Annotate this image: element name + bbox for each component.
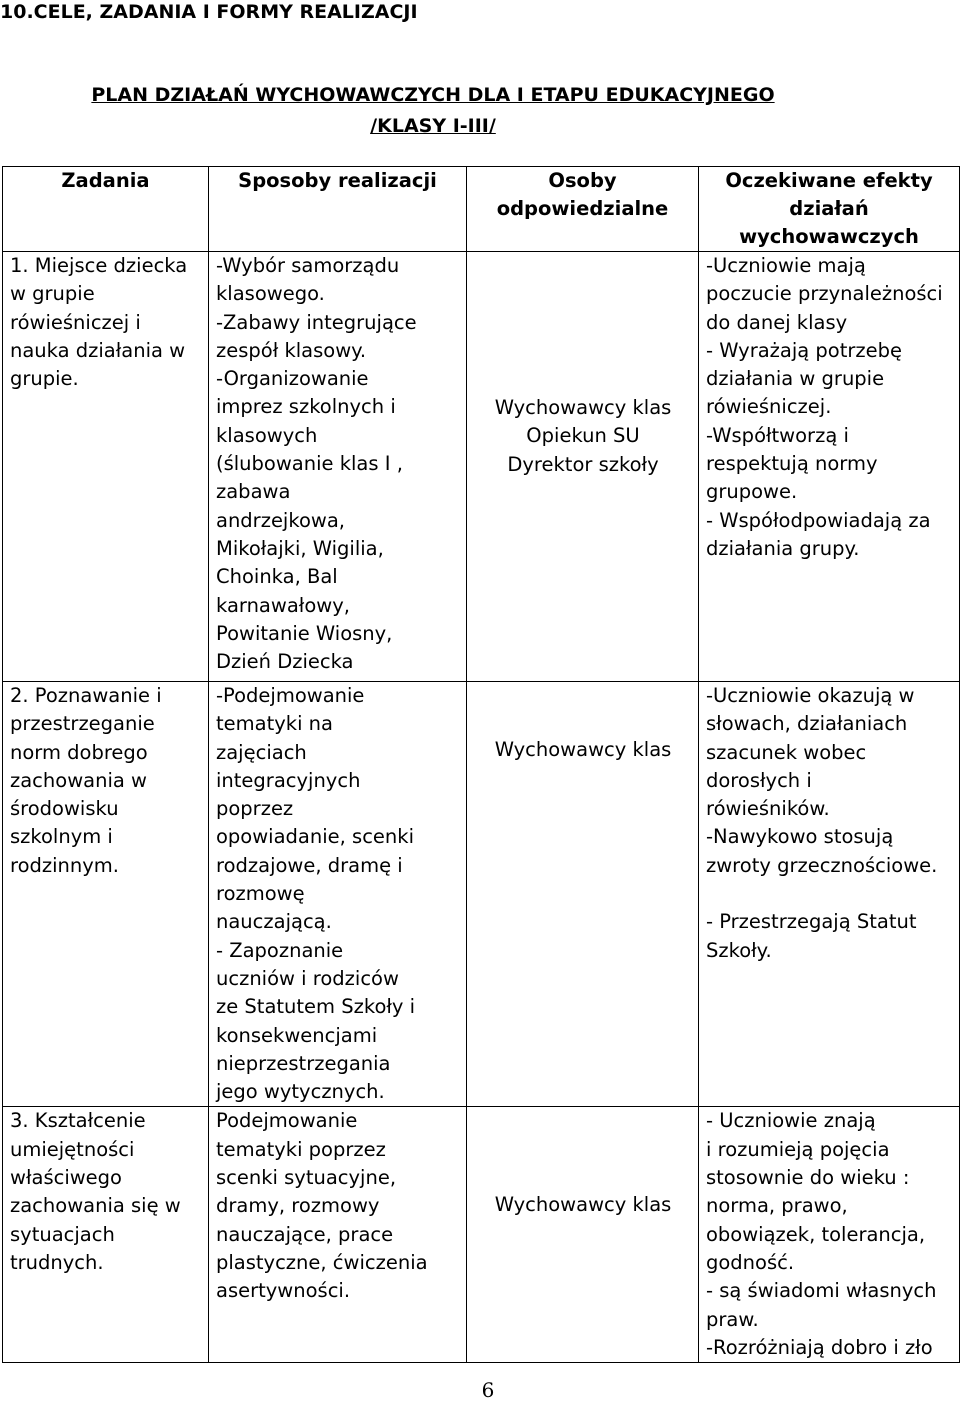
cell-line: karnawałowy, — [216, 593, 350, 617]
persons-cell — [467, 682, 699, 1107]
cell-line: godność. — [706, 1250, 795, 1274]
col-header-sposoby — [209, 167, 467, 252]
cell-line: tematyki na — [216, 712, 333, 736]
task-cell — [3, 1107, 209, 1363]
cell-line: uczniów i rodziców — [216, 966, 399, 990]
cell-line: respektują normy — [706, 452, 878, 476]
cell-line: - Wyrażają potrzebę — [706, 338, 903, 362]
cell-line: Wychowawcy klas — [494, 1193, 672, 1217]
cell-line: dramy, rozmowy — [216, 1194, 380, 1218]
cell-line: Dyrektor szkoły — [507, 452, 659, 476]
cell-line: -Podejmowanie — [216, 684, 365, 707]
task-cell — [3, 682, 209, 1107]
cell-line: nieprzestrzegania — [216, 1051, 391, 1075]
cell-line: konsekwencjami — [216, 1023, 378, 1047]
cell-line: umiejętności — [10, 1137, 135, 1161]
cell-line: działania grupy. — [706, 536, 860, 560]
cell-line: asertywności. — [216, 1279, 351, 1303]
cell-line: Szkoły. — [706, 938, 772, 962]
header-line: Osoby — [548, 169, 617, 192]
cell-line: -Współtworzą i — [706, 423, 849, 447]
plan-title-line: /KLASY I-III/ — [370, 115, 496, 137]
cell-line: scenki sytuacyjne, — [216, 1166, 397, 1190]
cell-line: rodzinnym. — [10, 853, 120, 877]
cell-line: - Przestrzegają Statut — [706, 910, 917, 934]
cell-line: - Współodpowiadają za — [706, 508, 931, 532]
cell-line: właściwego — [10, 1166, 122, 1190]
plan-table — [2, 166, 960, 1363]
cell-line: zachowania się w — [10, 1194, 181, 1218]
cell-line: zachowania w — [10, 768, 147, 792]
cell-line: nauka działania w — [10, 338, 186, 362]
cell-line: andrzejkowa, — [216, 508, 345, 532]
header-line: Oczekiwane efekty — [725, 169, 933, 192]
cell-line: imprez szkolnych i — [216, 395, 396, 419]
header-line: Zadania — [61, 169, 150, 192]
effects-cell — [699, 1107, 960, 1363]
cell-line: do danej klasy — [706, 310, 848, 334]
cell-line: trudnych. — [10, 1250, 104, 1274]
cell-line: Mikołajki, Wigilia, — [216, 536, 384, 560]
col-header-efekty — [699, 167, 960, 252]
header-line: wychowawczych — [739, 225, 919, 248]
cell-line: poczucie przynależności — [706, 282, 943, 306]
cell-line: -Organizowanie — [216, 367, 369, 391]
cell-line: zajęciach — [216, 740, 307, 764]
header-line: Sposoby realizacji — [238, 169, 437, 192]
cell-line: Wychowawcy klas — [494, 738, 672, 761]
cell-line: grupowe. — [706, 480, 798, 504]
cell-line: w grupie — [10, 282, 95, 306]
cell-line — [706, 880, 953, 908]
page-number: 6 — [481, 1378, 495, 1402]
cell-line: Dzień Dziecka — [216, 650, 354, 674]
methods-cell — [209, 1107, 467, 1363]
persons-cell — [467, 252, 699, 682]
cell-line: nauczające, prace — [216, 1222, 394, 1246]
cell-line: działania w grupie — [706, 367, 885, 391]
cell-line: rówieśniczej. — [706, 395, 832, 419]
cell-line: szacunek wobec — [706, 740, 867, 764]
cell-line: tematyki poprzez — [216, 1137, 386, 1161]
cell-line: zwroty grzecznościowe. — [706, 853, 938, 877]
table-row — [3, 252, 960, 682]
cell-line: norm dobrego — [10, 740, 148, 764]
cell-line: 1. Miejsce dziecka — [10, 254, 188, 277]
cell-line: rodzajowe, dramę i — [216, 853, 403, 877]
cell-line: Opiekun SU — [526, 424, 640, 448]
cell-line: -Uczniowie mają — [706, 254, 866, 277]
table-row — [3, 1107, 960, 1363]
col-header-zadania — [3, 167, 209, 252]
cell-line: - są świadomi własnych — [706, 1279, 937, 1303]
cell-line: Choinka, Bal — [216, 565, 338, 589]
task-cell — [3, 252, 209, 682]
cell-line: -Nawykowo stosują — [706, 825, 894, 849]
table-header-row — [3, 167, 960, 252]
cell-line: -Wybór samorządu — [216, 254, 400, 277]
effects-cell — [699, 252, 960, 682]
col-header-osoby — [467, 167, 699, 252]
section-heading: 10.CELE, ZADANIA I FORMY REALIZACJI — [0, 1, 418, 23]
cell-line: środowisku — [10, 797, 119, 821]
cell-line: nauczającą. — [216, 910, 332, 934]
cell-line: rówieśniczej i — [10, 310, 141, 334]
header-line: odpowiedzialne — [496, 197, 669, 220]
cell-line: jego wytycznych. — [216, 1080, 385, 1104]
table-row — [3, 682, 960, 1107]
cell-line: -Uczniowie okazują w — [706, 684, 915, 707]
cell-line: szkolnym i — [10, 825, 113, 849]
cell-line: -Zabawy integrujące — [216, 310, 417, 334]
cell-line: (ślubowanie klas I , — [216, 452, 403, 476]
cell-line: zabawa — [216, 480, 291, 504]
cell-line: Wychowawcy klas — [494, 396, 672, 419]
plan-title-line: PLAN DZIAŁAŃ WYCHOWAWCZYCH DLA I ETAPU EDUKACYJNEGO — [91, 84, 775, 106]
cell-line: grupie. — [10, 367, 79, 391]
cell-line: 3. Kształcenie — [10, 1109, 146, 1133]
plan-title — [0, 80, 866, 142]
cell-line: dorosłych i — [706, 768, 812, 792]
cell-line: sytuacjach — [10, 1222, 115, 1246]
cell-line: 2. Poznawanie i — [10, 684, 162, 707]
cell-line: klasowego. — [216, 282, 325, 306]
cell-line: - Uczniowie znają — [706, 1109, 876, 1133]
cell-line: - Zapoznanie — [216, 938, 344, 962]
cell-line: rozmowę — [216, 882, 305, 906]
cell-line: rówieśników. — [706, 797, 830, 821]
header-line: działań — [789, 197, 869, 220]
cell-line: stosownie do wieku : — [706, 1166, 910, 1190]
persons-cell — [467, 1107, 699, 1363]
methods-cell — [209, 682, 467, 1107]
cell-line: słowach, działaniach — [706, 712, 908, 736]
cell-line: poprzez — [216, 797, 294, 821]
methods-cell — [209, 252, 467, 682]
cell-line: zespół klasowy. — [216, 338, 367, 362]
cell-line: przestrzeganie — [10, 712, 155, 736]
cell-line: klasowych — [216, 423, 318, 447]
cell-line: obowiązek, tolerancja, — [706, 1222, 926, 1246]
cell-line: integracyjnych — [216, 768, 361, 792]
cell-line: i rozumieją pojęcia — [706, 1137, 890, 1161]
cell-line: norma, prawo, — [706, 1194, 848, 1218]
cell-line: Powitanie Wiosny, — [216, 621, 393, 645]
cell-line: praw. — [706, 1307, 759, 1331]
cell-line: -Rozróżniają dobro i zło — [706, 1335, 933, 1359]
cell-line: Podejmowanie — [216, 1109, 358, 1133]
cell-line: plastyczne, ćwiczenia — [216, 1250, 428, 1274]
cell-line: ze Statutem Szkoły i — [216, 995, 416, 1019]
cell-line: opowiadanie, scenki — [216, 825, 414, 849]
effects-cell — [699, 682, 960, 1107]
